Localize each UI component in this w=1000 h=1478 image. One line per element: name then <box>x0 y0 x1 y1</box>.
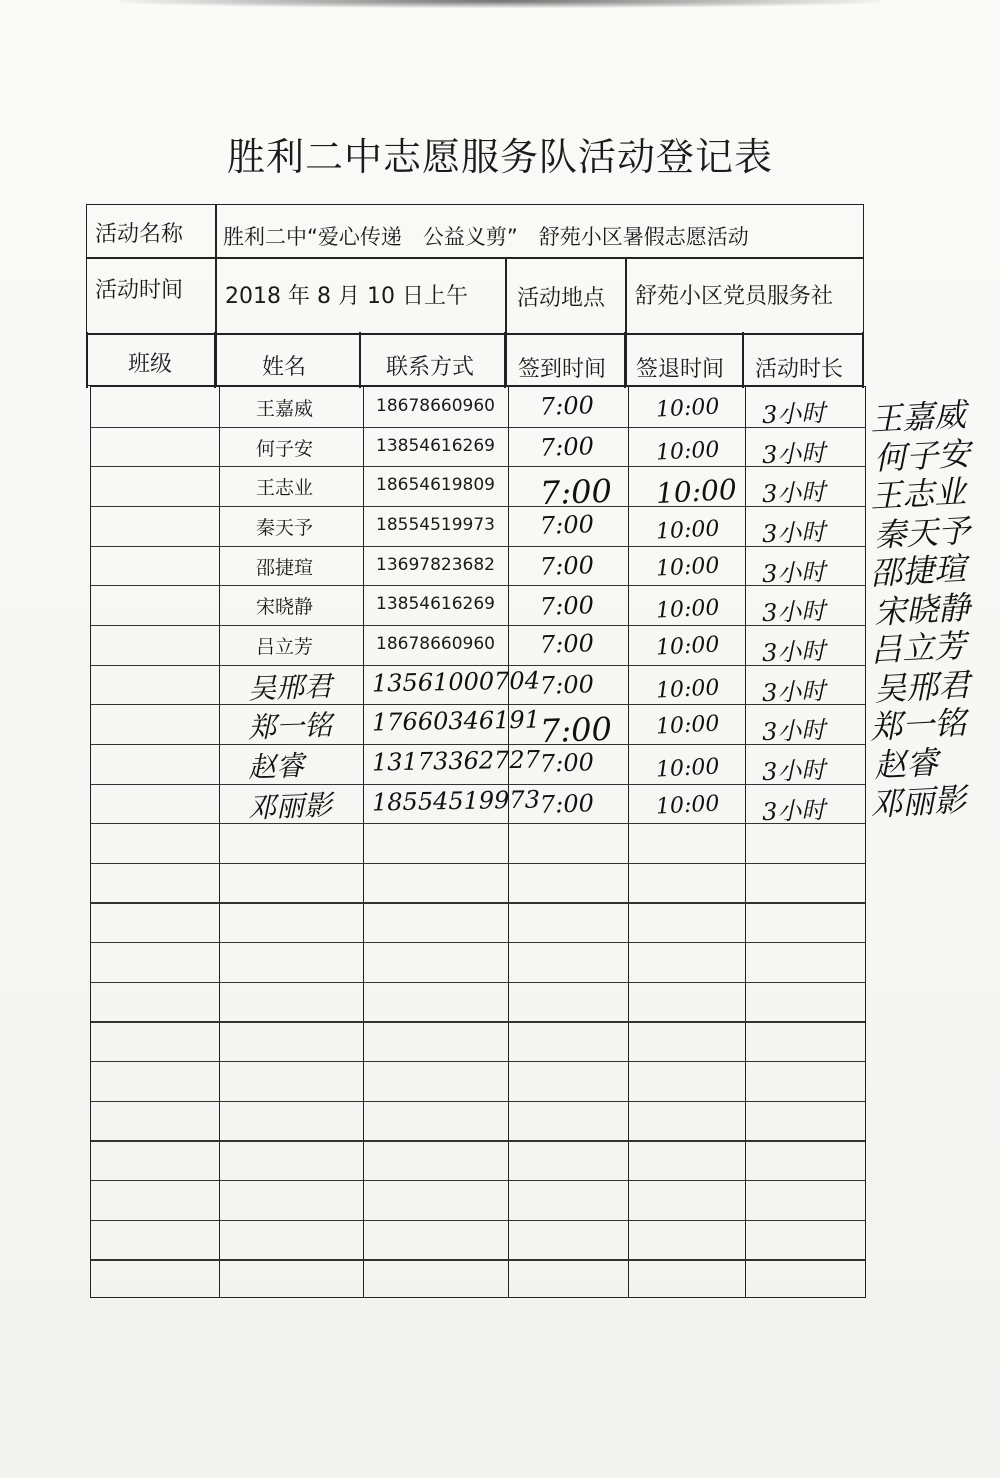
header-divider-1 <box>87 257 863 259</box>
row-phone: 13561000704 <box>371 666 541 698</box>
form-title: 胜利二中志愿服务队活动登记表 <box>226 135 773 179</box>
grid-row-line <box>91 863 865 864</box>
row-duration: 3小时 <box>761 636 826 668</box>
row-sign-out: 10:00 <box>655 754 721 783</box>
grid-row-line <box>91 1180 865 1181</box>
row-name: 邵捷瑄 <box>256 556 314 579</box>
header-block <box>86 204 864 386</box>
grid-col-line <box>219 387 220 1297</box>
row-name: 邓丽影 <box>247 788 333 824</box>
row-signature: 邵捷瑄 <box>869 549 968 593</box>
row-sign-out: 10:00 <box>655 552 721 582</box>
row-duration: 3小时 <box>761 478 826 509</box>
col-sep-top-5 <box>742 332 744 388</box>
grid-row-line <box>91 982 865 983</box>
grid-row-line <box>91 506 865 507</box>
col-header-sign-out: 签退时间 <box>636 357 725 382</box>
grid-row-line <box>91 1101 865 1102</box>
grid-row-line <box>91 1021 865 1022</box>
row-duration: 3小时 <box>761 398 826 430</box>
row-phone: 13697823682 <box>376 554 495 575</box>
row-duration: 3小时 <box>761 716 826 747</box>
row-name: 王志业 <box>256 477 314 500</box>
row-duration: 3小时 <box>761 597 826 628</box>
col-header-duration: 活动时长 <box>755 357 844 382</box>
grid-row-line <box>91 1061 865 1062</box>
activity-time-label: 活动时间 <box>95 278 184 303</box>
row-sign-in: 7:00 <box>539 669 595 700</box>
row-phone: 18654619809 <box>376 475 495 496</box>
row-duration: 3小时 <box>761 517 826 549</box>
row-duration: 3小时 <box>761 795 826 826</box>
row-signature: 何子安 <box>873 434 972 477</box>
row-sign-in: 7:00 <box>539 391 595 421</box>
row-duration: 3小时 <box>761 676 826 707</box>
row-name: 何子安 <box>256 437 314 460</box>
row-sign-out: 10:00 <box>655 632 721 661</box>
row-name: 赵睿 <box>247 748 305 784</box>
grid-col-line <box>628 387 629 1297</box>
grid-row-line <box>91 784 865 785</box>
row-signature: 吕立芳 <box>869 626 968 670</box>
col-header-name: 姓名 <box>262 355 307 380</box>
row-phone: 18554519973 <box>376 514 495 535</box>
row-signature: 邓丽影 <box>869 780 968 824</box>
col-sep-top-left <box>86 332 88 388</box>
row-name: 宋晓静 <box>256 596 314 619</box>
row-sign-in: 7:00 <box>539 472 613 513</box>
row-signature: 王志业 <box>869 472 968 516</box>
location-value: 舒苑小区党员服务社 <box>635 284 834 309</box>
row-name: 吕立芳 <box>256 635 314 658</box>
row-name: 郑一铭 <box>247 708 333 745</box>
row-phone: 13854616269 <box>376 435 495 456</box>
row-phone: 18678660960 <box>376 633 495 654</box>
col-sep-top-2 <box>359 332 361 388</box>
row-sign-out: 10:00 <box>655 711 721 740</box>
row-sign-out: 10:00 <box>655 394 721 423</box>
row-phone: 13173362727 <box>371 745 541 777</box>
col-sep-top-3 <box>504 332 506 388</box>
grid-row-line <box>91 427 865 428</box>
grid-row-line <box>91 546 865 547</box>
row-sign-in: 7:00 <box>539 788 595 819</box>
row-sign-in: 7:00 <box>539 628 595 659</box>
row-name: 王嘉威 <box>256 398 314 420</box>
col-header-class: 班级 <box>128 352 173 377</box>
row-sign-out: 10:00 <box>655 595 721 624</box>
grid-row-line <box>91 823 865 824</box>
grid-col-line <box>363 387 364 1297</box>
col-header-sign-in: 签到时间 <box>518 357 607 382</box>
grid-row-line <box>91 665 865 666</box>
grid-row-line <box>91 1140 865 1141</box>
row-signature: 赵睿 <box>873 742 940 785</box>
row-sign-out: 10:00 <box>655 790 721 820</box>
row-sign-out: 10:00 <box>655 436 721 466</box>
grid-row-line <box>91 744 865 745</box>
row-phone: 17660346191 <box>371 705 541 737</box>
grid-row-line <box>91 1220 865 1221</box>
row-sign-in: 7:00 <box>539 431 595 462</box>
scan-shadow <box>120 0 880 8</box>
grid-col-line <box>508 387 509 1297</box>
grid-row-line <box>91 704 865 705</box>
grid-row-line <box>91 466 865 467</box>
row-sign-in: 7:00 <box>539 591 595 622</box>
activity-name-value: 胜利二中“爱心传递 公益义剪” 舒苑小区暑假志愿活动 <box>223 225 749 249</box>
row-phone: 18554519973 <box>371 785 541 816</box>
grid-row-line <box>91 1259 865 1260</box>
header-divider-2 <box>87 333 863 335</box>
grid-row-line <box>91 902 865 903</box>
row-name: 吴邢君 <box>247 669 333 706</box>
col-sep-top-4 <box>624 332 626 388</box>
row-name: 秦天予 <box>256 516 314 539</box>
location-label: 活动地点 <box>517 286 606 311</box>
row-sign-in: 7:00 <box>539 550 595 581</box>
row-duration: 3小时 <box>761 755 826 786</box>
grid-row-line <box>91 625 865 626</box>
row-duration: 3小时 <box>761 438 826 469</box>
row-phone: 13854616269 <box>376 594 495 615</box>
row-sign-out: 10:00 <box>655 473 738 511</box>
activity-name-label: 活动名称 <box>95 222 184 247</box>
row-signature: 宋晓静 <box>873 588 972 631</box>
row-phone: 18678660960 <box>376 396 495 416</box>
row-sign-in: 7:00 <box>539 510 595 540</box>
row-sign-in: 7:00 <box>539 747 595 778</box>
col-sep-top-1 <box>214 332 216 388</box>
row-sign-out: 10:00 <box>655 516 721 545</box>
row-duration: 3小时 <box>761 557 826 588</box>
row-sign-in: 7:00 <box>539 709 613 751</box>
col-header-contact: 联系方式 <box>386 355 475 380</box>
row-signature: 吴邢君 <box>873 665 972 708</box>
row-signature: 郑一铭 <box>869 703 968 747</box>
row-sign-out: 10:00 <box>655 674 721 704</box>
grid-row-line <box>91 942 865 943</box>
row-signature: 秦天予 <box>873 511 972 554</box>
grid-col-line <box>745 387 746 1297</box>
grid-row-line <box>91 585 865 586</box>
row-signature: 王嘉威 <box>869 395 968 439</box>
activity-time-value: 2018 年 8 月 10 日上午 <box>225 284 468 309</box>
col-sep-top-right <box>862 332 864 388</box>
